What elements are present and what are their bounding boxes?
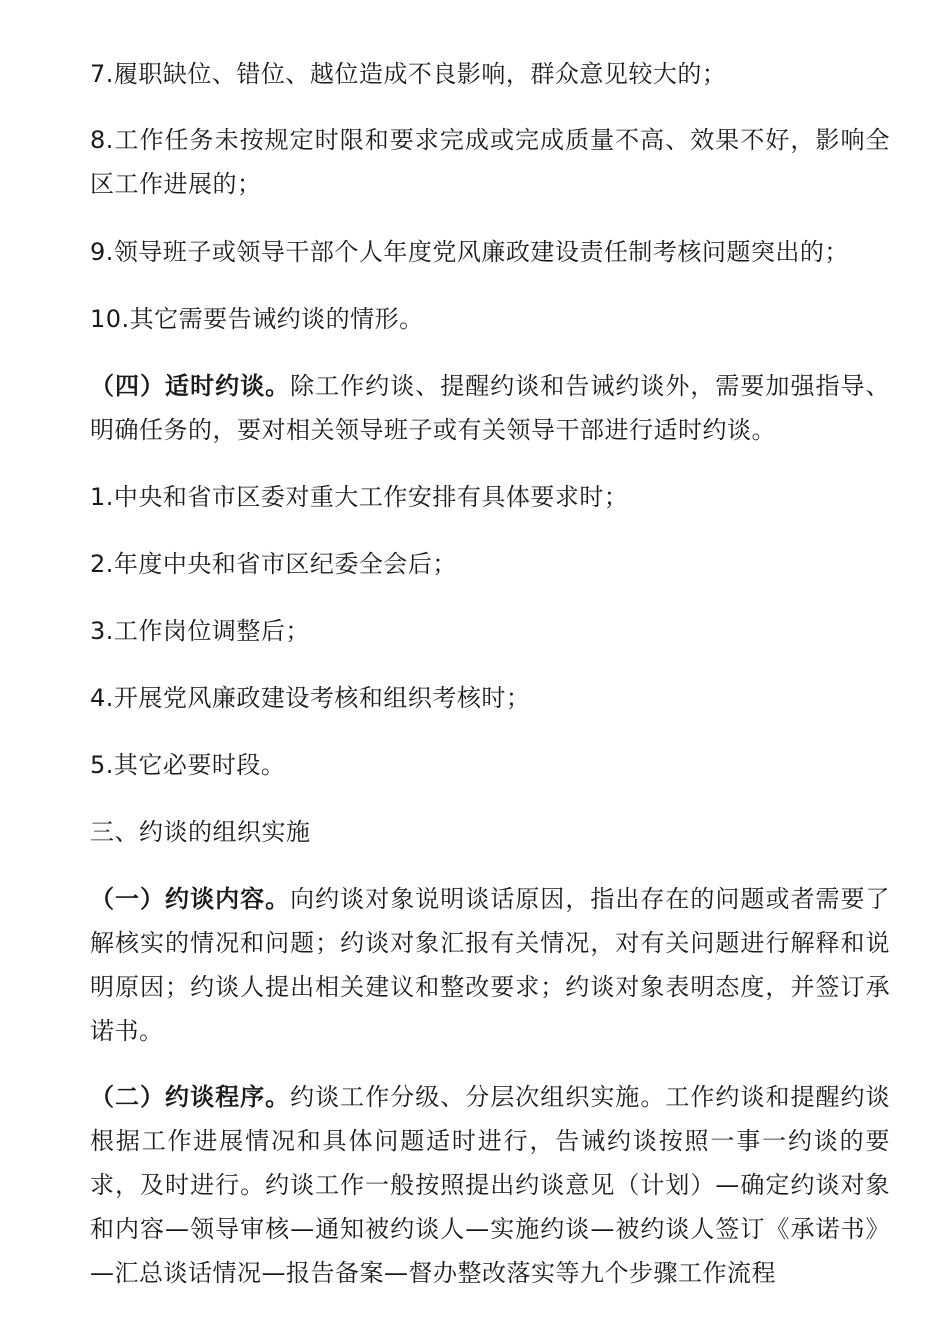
list-item-7: 7.履职缺位、错位、越位造成不良影响，群众意见较大的； [90, 60, 727, 88]
section-interview-content [90, 877, 890, 1053]
timely-item-4: 4.开展党风廉政建设考核和组织考核时； [90, 684, 531, 712]
section-body: 向约谈对象说明谈话原因，指出存在的问题或者需要了解核实的情况和问题；约谈对象汇报有关情况，对有关问题进行解释和说明原因；约谈人提出相关建议和整改要求；约谈对象表明态度，并签订承诺书。 [90, 885, 891, 1045]
section-body: 约谈工作分级、分层次组织实施。工作约谈和提醒约谈根据工作进展情况和具体问题适时进行，告诫约谈按照一事一约谈的要求，及时进行。约谈工作一般按照提出约谈意见（计划）—确定约谈对象和内容—领导审核—通知被约谈人—实施约谈—被约谈人签订《承诺书》—汇总谈话情况—报告备案—督办整改落实等九个步骤工作流程 [90, 1083, 891, 1287]
section-heading: （一）约谈内容。 [90, 885, 291, 913]
part-title: 三、约谈的组织实施 [90, 818, 311, 846]
list-item-10: 10.其它需要告诫约谈的情形。 [90, 305, 424, 333]
section-heading: （四）适时约谈。 [90, 372, 291, 400]
timely-item-5: 5.其它必要时段。 [90, 751, 286, 779]
section-timely-interview [90, 364, 890, 452]
section-interview-procedure [90, 1075, 890, 1295]
timely-item-1: 1.中央和省市区委对重大工作安排有具体要求时； [90, 483, 629, 511]
section-body: 除工作约谈、提醒约谈和告诫约谈外，需要加强指导、明确任务的，要对相关领导班子或有关领导干部进行适时约谈。 [90, 372, 891, 444]
timely-item-3: 3.工作岗位调整后； [90, 617, 310, 645]
timely-item-2: 2.年度中央和省市区纪委全会后； [90, 550, 457, 578]
list-item-9: 9.领导班子或领导干部个人年度党风廉政建设责任制考核问题突出的； [90, 238, 849, 266]
section-heading: （二）约谈程序。 [90, 1083, 291, 1111]
list-item-8: 8.工作任务未按规定时限和要求完成或完成质量不高、效果不好，影响全区工作进展的； [90, 126, 890, 198]
